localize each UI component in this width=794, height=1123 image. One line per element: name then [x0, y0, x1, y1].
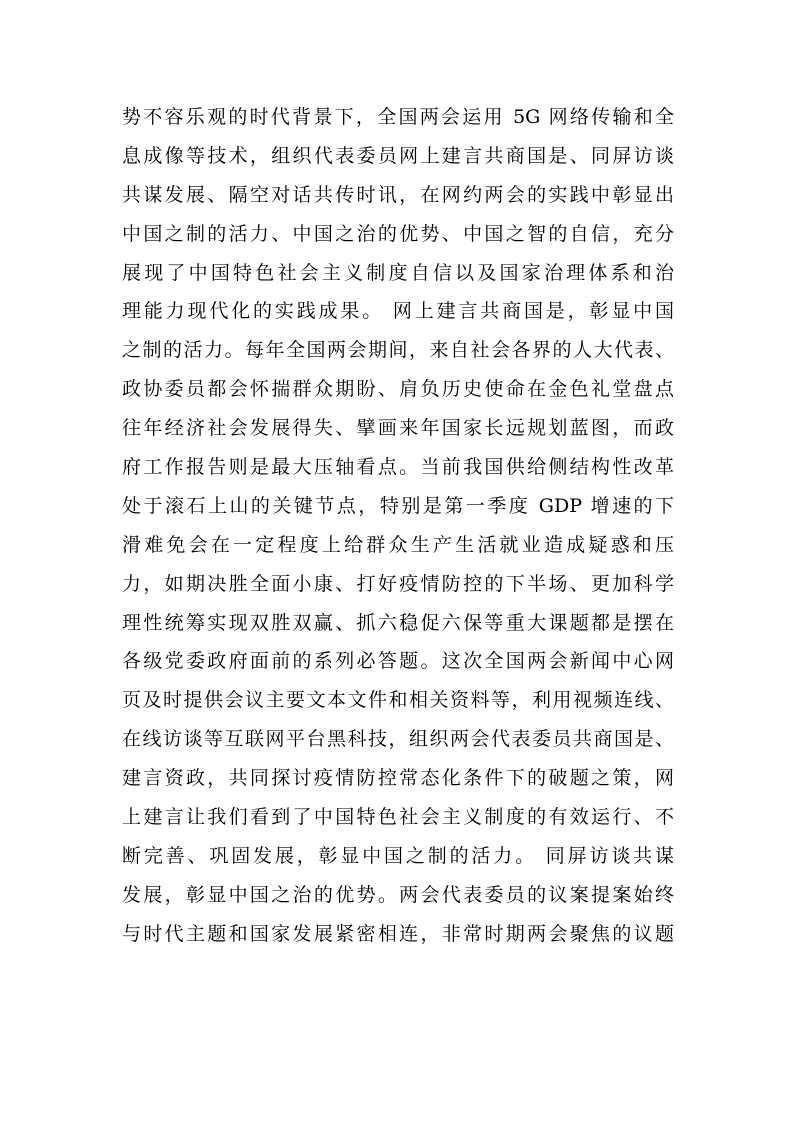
- body-text-line: 之制的活力。每年全国两会期间，来自社会各界的人大代表、: [122, 339, 674, 362]
- body-text-line: 中国之制的活力、中国之治的优势、中国之智的自信，充分: [122, 222, 674, 245]
- body-text-line: 断完善、巩固发展，彰显中国之制的活力。 同屏访谈共谋: [122, 844, 674, 867]
- body-text-line: 力，如期决胜全面小康、打好疫情防控的下半场、更加科学: [122, 572, 674, 595]
- body-text-line: 与时代主题和国家发展紧密相连，非常时期两会聚焦的议题: [122, 922, 674, 945]
- body-text-line: 建言资政，共同探讨疫情防控常态化条件下的破题之策，网: [122, 767, 674, 790]
- body-text-line: 势不容乐观的时代背景下，全国两会运用 5G 网络传输和全: [122, 106, 674, 128]
- body-text-line: 往年经济社会发展得失、擘画来年国家长远规划蓝图，而政: [122, 417, 674, 440]
- body-text-line: 息成像等技术，组织代表委员网上建言共商国是、同屏访谈: [122, 144, 674, 167]
- body-text-line: 共谋发展、隔空对话共传时讯，在网约两会的实践中彰显出: [122, 183, 674, 206]
- document-body: [122, 98, 674, 954]
- body-text-line: 上建言让我们看到了中国特色社会主义制度的有效运行、不: [122, 806, 674, 829]
- body-text-line: 处于滚石上山的关键节点，特别是第一季度 GDP 增速的下: [122, 494, 674, 517]
- body-text-line: 页及时提供会议主要文本文件和相关资料等，利用视频连线、: [122, 689, 674, 712]
- body-text-line: 理性统筹实现双胜双赢、抓六稳促六保等重大课题都是摆在: [122, 611, 674, 634]
- body-text-line: 在线访谈等互联网平台黑科技，组织两会代表委员共商国是、: [122, 728, 674, 751]
- body-text-line: 发展，彰显中国之治的优势。两会代表委员的议案提案始终: [122, 883, 674, 906]
- body-text-line: 滑难免会在一定程度上给群众生产生活就业造成疑惑和压: [122, 533, 674, 556]
- body-text-line: 各级党委政府面前的系列必答题。这次全国两会新闻中心网: [122, 650, 674, 673]
- body-text-line: 府工作报告则是最大压轴看点。当前我国供给侧结构性改革: [122, 456, 674, 479]
- body-text-line: 政协委员都会怀揣群众期盼、肩负历史使命在金色礼堂盘点: [122, 378, 674, 401]
- body-text-line: 展现了中国特色社会主义制度自信以及国家治理体系和治: [122, 261, 674, 284]
- body-text-line: 理能力现代化的实践成果。 网上建言共商国是，彰显中国: [122, 300, 674, 323]
